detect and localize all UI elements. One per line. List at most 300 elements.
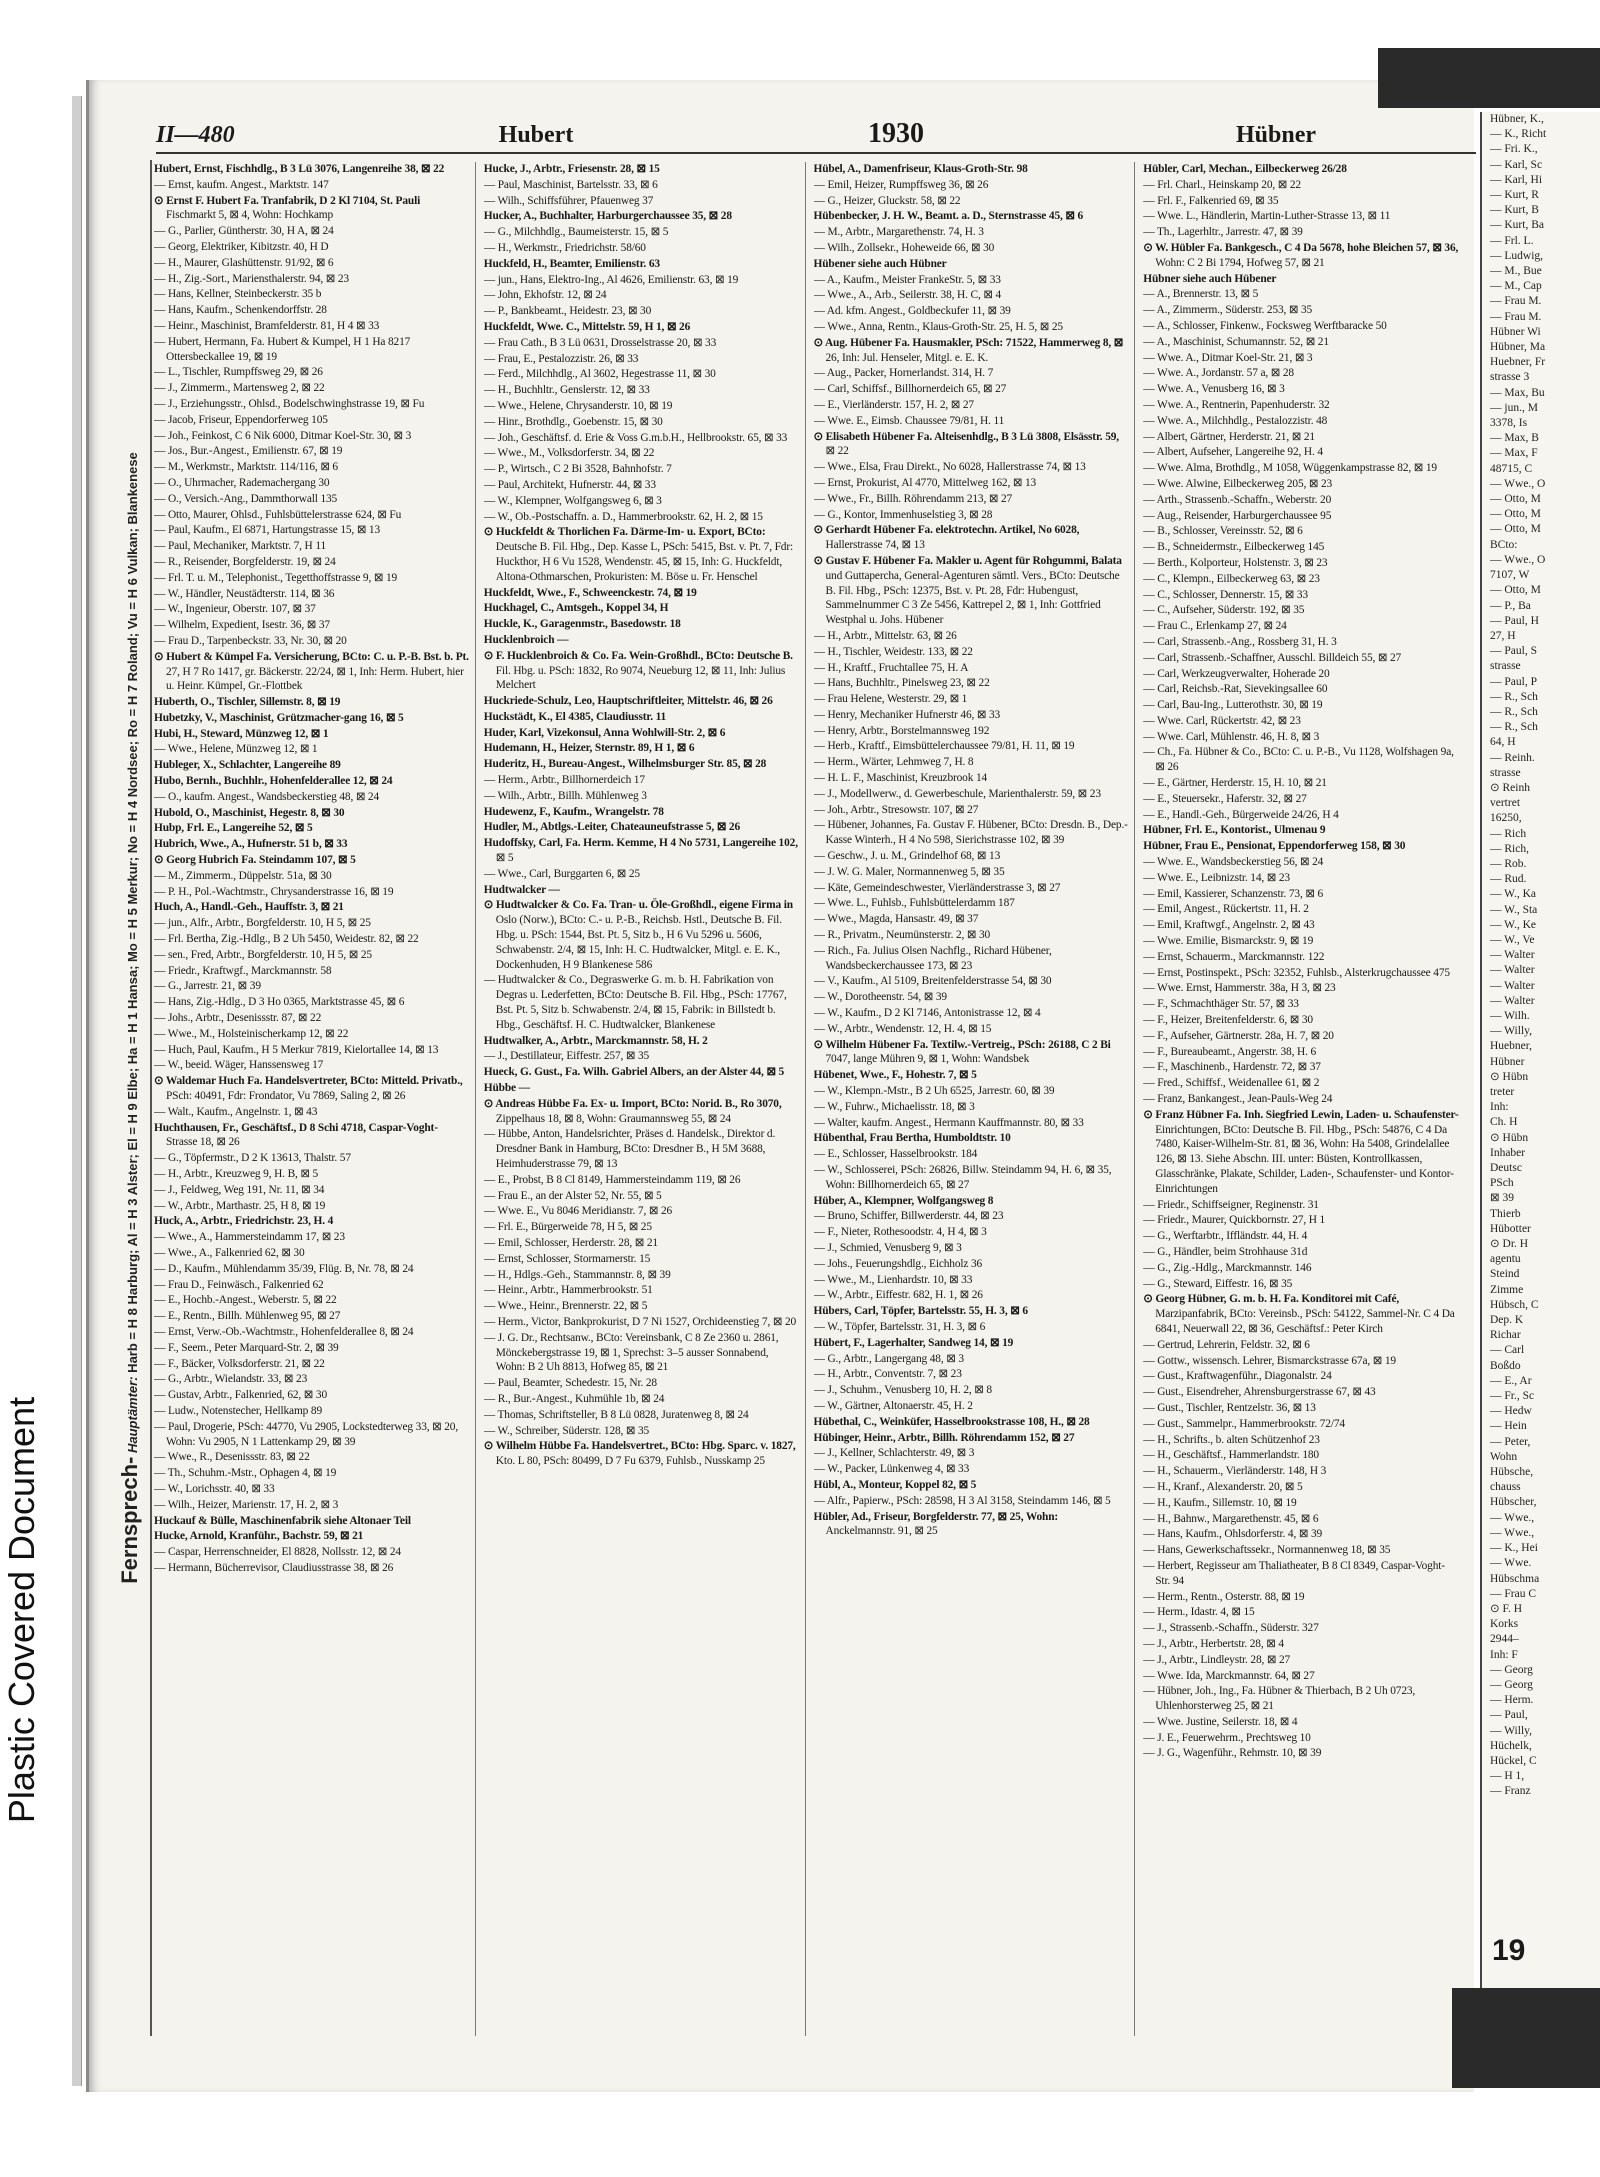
directory-entry: — W., Gärtner, Altonaerstr. 45, H. 2	[813, 1399, 973, 1412]
directory-entry: Hübner siehe auch Hübener	[1143, 272, 1277, 285]
directory-entry: — Frau Helene, Westerstr. 29, ⊠ 1	[813, 693, 968, 706]
directory-entry: — W., Händler, Neustädterstr. 114, ⊠ 36	[154, 587, 335, 600]
directory-entry: — Emil, Angest., Rückertstr. 11, H. 2	[1143, 903, 1309, 916]
directory-entry: — J., Destillateur, Eiffestr. 257, ⊠ 35	[483, 1050, 650, 1063]
directory-entry: — G., Steward, Eiffestr. 16, ⊠ 35	[1143, 1277, 1293, 1290]
directory-entry: — Gust., Sammelpr., Hammerbrookstr. 72/74	[1143, 1417, 1345, 1430]
next-page-line: — M., Cap	[1490, 280, 1542, 293]
directory-entry: Hübethal, C., Weinküfer, Hasselbrookstrasse 108, H., ⊠ 28	[813, 1415, 1090, 1428]
next-page-line: Hübschma	[1490, 1572, 1540, 1585]
next-page-line: ⊙ Hübn	[1490, 1131, 1529, 1144]
directory-entry: — Paul, Drogerie, PSch: 44770, Vu 2905, Lockstedterweg 33, ⊠ 20, Wohn: Vu 2905, N 1 Lattenkamp 29, ⊠ 39	[154, 1420, 459, 1448]
directory-entry: — Ferd., Milchhdlg., Al 3602, Hegestrasse 11, ⊠ 30	[483, 368, 716, 381]
directory-entry: Hudtwalcker —	[483, 883, 560, 896]
directory-entry: — E., Gärtner, Herderstr. 15, H. 10, ⊠ 21	[1143, 777, 1327, 790]
directory-entry: — W., Kaufm., D 2 Kl 7146, Antonistrasse 12, ⊠ 4	[813, 1007, 1041, 1020]
next-page-number: 19	[1492, 1934, 1526, 1967]
next-page-line: — Willy,	[1490, 1724, 1533, 1737]
next-page-line: Hübscher,	[1490, 1496, 1537, 1509]
directory-entry: Hübner, Frau E., Pensionat, Eppendorferweg 158, ⊠ 30	[1143, 840, 1406, 853]
directory-entry: — W., Ingenieur, Oberstr. 107, ⊠ 37	[154, 603, 316, 616]
next-page-line: Deutsc	[1490, 1162, 1522, 1175]
directory-entry: — A., Kaufm., Meister FrankeStr. 5, ⊠ 33	[813, 273, 1001, 286]
next-page-line: — Paul, S	[1490, 645, 1537, 658]
next-page-line: 2944–	[1490, 1633, 1519, 1646]
directory-entry: — Wwe., Elsa, Frau Direkt., No 6028, Hallerstrasse 74, ⊠ 13	[813, 461, 1086, 474]
directory-entry: — Wwe., A., Hammersteindamm 17, ⊠ 23	[154, 1231, 345, 1244]
directory-entry: — Hans, Kellner, Steinbeckerstr. 35 b	[154, 288, 322, 301]
directory-entry: — Carl, Schiffsf., Billhornerdeich 65, ⊠ 27	[813, 383, 1007, 396]
directory-columns	[154, 162, 1464, 2036]
directory-entry: — Alfr., Papierw., PSch: 28598, H 3 Al 3158, Steindamm 146, ⊠ 5	[813, 1494, 1111, 1507]
directory-entry: — H. L. F., Maschinist, Kreuzbrook 14	[813, 772, 988, 785]
directory-entry: — Ernst, kaufm. Angest., Marktstr. 147	[154, 178, 329, 191]
page-edge	[72, 96, 82, 2086]
next-page-line: — W., Sta	[1490, 903, 1538, 916]
next-page-line: Hübner, Ma	[1490, 341, 1546, 354]
directory-entry: — H., Arbtr., Conventstr. 7, ⊠ 23	[813, 1368, 962, 1381]
directory-entry: — Friedr., Schiffseigner, Reginenstr. 31	[1143, 1198, 1319, 1211]
directory-entry: — Frau D., Feinwäsch., Falkenried 62	[154, 1278, 324, 1291]
next-page-line: — Rich	[1490, 827, 1527, 840]
next-page-line: Inhaber	[1490, 1146, 1526, 1159]
directory-entry: Huderitz, H., Bureau-Angest., Wilhelmsburger Str. 85, ⊠ 28	[483, 758, 767, 771]
directory-entry: — W., beeid. Wäger, Hanssensweg 17	[154, 1059, 324, 1072]
next-page-line: Inh: F	[1490, 1648, 1518, 1661]
directory-entry: — J., Kellner, Schlachterstr. 49, ⊠ 3	[813, 1447, 975, 1460]
next-page-line: Inh:	[1490, 1101, 1509, 1114]
next-page-line: Ch. H	[1490, 1116, 1518, 1129]
directory-entry: — J. G. Dr., Rechtsanw., BCto: Vereinsbank, C 8 Ze 2360 u. 2861, Mönckebergstrasse 19, ⊠ 1, Sprechst: 3–5 ausser Sonnabend, Wohn: B 2 Uh 8813, Hofweg 85, ⊠ 21	[483, 1331, 779, 1374]
directory-entry: — Hinr., Brothdlg., Goebenstr. 15, ⊠ 30	[483, 415, 663, 428]
directory-entry: — Paul, Mechaniker, Marktstr. 7, H 11	[154, 540, 326, 553]
directory-entry: — J., Schmied, Venusberg 9, ⊠ 3	[813, 1241, 962, 1254]
directory-entry: — Wwe. A., Rentnerin, Papenhuderstr. 32	[1143, 398, 1330, 411]
next-page-line: Richar	[1490, 1329, 1521, 1342]
next-page-line: — Wwe., O	[1490, 477, 1546, 490]
next-page-line: — Georg	[1490, 1663, 1533, 1676]
directory-entry: — H., Maurer, Glashüttenstr. 91/92, ⊠ 6	[154, 256, 334, 269]
next-page-line: — Hein	[1490, 1420, 1527, 1433]
directory-entry: — Paul, Architekt, Hufnerstr. 44, ⊠ 33	[483, 478, 656, 491]
next-page-line: — Herm.	[1490, 1694, 1534, 1707]
next-page-line: 16250,	[1490, 812, 1522, 825]
directory-entry: — Ernst, Postinspekt., PSch: 32352, Fuhlsb., Alsterkrugchaussee 475	[1143, 966, 1450, 979]
left-rule	[150, 160, 152, 2036]
next-page-line: 3378, Is	[1490, 417, 1528, 430]
directory-entry: — Wwe. A., Ditmar Koel-Str. 21, ⊠ 3	[1143, 351, 1313, 364]
directory-entry: — Frl. Bertha, Zig.-Hdlg., B 2 Uh 5450, Weidestr. 82, ⊠ 22	[154, 933, 419, 946]
directory-entry: — Emil, Heizer, Rumpffsweg 36, ⊠ 26	[813, 178, 989, 191]
directory-entry: — Paul, Maschinist, Bartelsstr. 33, ⊠ 6	[483, 178, 658, 191]
directory-entry: — Ernst, Prokurist, Al 4770, Mittelweg 162, ⊠ 13	[813, 476, 1037, 489]
directory-entry: — Wwe., M., Volksdorferstr. 34, ⊠ 22	[483, 447, 655, 460]
next-page-line: — Kurt, R	[1490, 189, 1539, 202]
directory-entry: — P., Wirtsch., C 2 Bi 3528, Bahnhofstr. 7	[483, 463, 672, 476]
directory-entry: — O., kaufm. Angest., Wandsbeckerstieg 48, ⊠ 24	[154, 790, 380, 803]
next-page-line: — Hedw	[1490, 1405, 1532, 1418]
next-page-line: — jun., M	[1490, 401, 1538, 414]
directory-entry: — Wwe., A., Arb., Seilerstr. 38, H. C, ⊠ 4	[813, 289, 1001, 302]
next-page-line: treter	[1490, 1086, 1515, 1098]
directory-entry: Huberth, O., Tischler, Sillemstr. 8, ⊠ 19	[154, 696, 341, 709]
next-page-line: — Paul, P	[1490, 675, 1537, 688]
next-page-line: — Ludwig,	[1490, 249, 1544, 262]
next-page-line: — Wwe., O	[1490, 553, 1546, 566]
directory-entry: Hübl, A., Monteur, Koppel 82, ⊠ 5	[813, 1478, 977, 1491]
next-page-line: — E., Ar	[1490, 1374, 1532, 1387]
directory-entry: — F., Heizer, Breitenfelderstr. 6, ⊠ 30	[1143, 1014, 1313, 1027]
directory-entry: — Ernst, Verw.-Ob.-Wachtmstr., Hohenfelderallee 8, ⊠ 24	[154, 1325, 414, 1338]
directory-entry: — Hans, Zig.-Hdlg., D 3 Ho 0365, Marktstrasse 45, ⊠ 6	[154, 996, 405, 1009]
next-page-line: — Walter	[1490, 994, 1535, 1007]
next-page-line: — Willy,	[1490, 1025, 1533, 1038]
directory-entry: — Wilh., Heizer, Marienstr. 17, H. 2, ⊠ 3	[154, 1498, 339, 1511]
next-page-line: — R., Sch	[1490, 690, 1538, 703]
directory-entry: — W., Arbtr., Eiffestr. 682, H. 1, ⊠ 26	[813, 1289, 983, 1302]
directory-entry: — Hans, Kaufm., Ohlsdorferstr. 4, ⊠ 39	[1143, 1528, 1323, 1541]
directory-entry: — Hubert, Hermann, Fa. Hubert & Kumpel, H 1 Ha 8217 Ottersbeckallee 19, ⊠ 19	[154, 335, 411, 363]
directory-entry: — A., Maschinist, Schumannstr. 52, ⊠ 21	[1143, 335, 1329, 348]
directory-entry: — E., Hochb.-Angest., Weberstr. 5, ⊠ 22	[154, 1294, 337, 1307]
directory-entry: — G., Milchhdlg., Baumeisterstr. 15, ⊠ 5	[483, 226, 669, 239]
next-page-line: Boßdo	[1490, 1359, 1521, 1372]
next-page-line: Korks	[1490, 1618, 1519, 1631]
directory-entry: Hübler, Carl, Mechan., Eilbeckerweg 26/28	[1143, 163, 1347, 175]
directory-entry: — G., Jarrestr. 21, ⊠ 39	[154, 980, 261, 993]
directory-entry: — Heinr., Maschinist, Bramfelderstr. 81, H 4 ⊠ 33	[154, 319, 380, 332]
next-page-line: Hübsch, C	[1490, 1298, 1539, 1311]
next-page-line: — Franz	[1490, 1785, 1531, 1798]
directory-entry: — Gottw., wissensch. Lehrer, Bismarckstrasse 67a, ⊠ 19	[1143, 1354, 1396, 1367]
directory-entry: — John, Ekhofstr. 12, ⊠ 24	[483, 289, 607, 302]
telephone-exchange-legend	[112, 342, 148, 1694]
next-page-line: — Walter	[1490, 979, 1535, 992]
next-page-line: — Peter,	[1490, 1435, 1531, 1448]
directory-entry: Hucklenbroich —	[483, 633, 569, 646]
directory-entry: — Wwe. E., Wandsbeckerstieg 56, ⊠ 24	[1143, 856, 1324, 869]
directory-entry: Huckauf & Bülle, Maschinenfabrik siehe Altonaer Teil	[154, 1514, 411, 1527]
directory-entry: — H., Buchhltr., Genslerstr. 12, ⊠ 33	[483, 384, 650, 397]
directory-entry: — C., Aufseher, Süderstr. 192, ⊠ 35	[1143, 604, 1305, 617]
directory-entry: — H., Kraftf., Fruchtallee 75, H. A	[813, 661, 969, 674]
directory-entry: — Wwe. Carl, Rückertstr. 42, ⊠ 23	[1143, 714, 1301, 727]
page-content	[86, 80, 1474, 2092]
directory-entry: — Hudtwalcker & Co., Degraswerke G. m. b. H. Fabrikation von Degras u. Lederfetten, BCto: Deutsche B. Fil. Hbg., PSch: 17767, Bst. Pt. 5, Sitz b. Schwabenstr. 2/4, ⊠ 15, Fabrik: in Billstedt b. Hbg., Geschäftsf. H. C. Hudtwalcker, Blankenese	[483, 974, 787, 1031]
directory-entry: — Emil, Kassierer, Schanzenstr. 73, ⊠ 6	[1143, 887, 1324, 900]
directory-entry: — Wilh., Arbtr., Billh. Mühlenweg 3	[483, 789, 647, 802]
next-page-line: BCto:	[1490, 538, 1518, 551]
directory-entry: — jun., Alfr., Arbtr., Borgfelderstr. 10, H 5, ⊠ 25	[154, 917, 371, 930]
directory-entry: — Wwe. Emilie, Bismarckstr. 9, ⊠ 19	[1143, 935, 1314, 948]
directory-entry: Hueck, G. Gust., Fa. Wilh. Gabriel Albers, an der Alster 44, ⊠ 5	[483, 1066, 785, 1079]
directory-entry: Hübbe —	[483, 1082, 530, 1095]
next-page-line: — Wilh.	[1490, 1009, 1530, 1022]
directory-entry: — Wwe., A., Falkenried 62, ⊠ 30	[154, 1246, 305, 1259]
directory-entry: ⊙ Huckfeldt & Thorlichen Fa. Därme-Im- u. Export, BCto: Deutsche B. Fil. Hbg., Dep. Kasse L, PSch: 5415, Bst. v. Pt. 7, Fdr: Huckthor, H 6 Vu 1528, Wendenstr. 45, ⊠ 15, Inh: G. Huckfeldt, Altona-Othmarschen, Prokuristen: M. Böse u. Fr. Henschel	[483, 526, 793, 583]
directory-entry: — G., Werftarbtr., Iffländstr. 44, H. 4	[1143, 1230, 1308, 1243]
directory-entry: Hudoffsky, Carl, Fa. Herm. Kemme, H 4 No 5731, Langereihe 102, ⊠ 5	[483, 837, 798, 865]
directory-entry: — R., Privatm., Neumünsterstr. 2, ⊠ 30	[813, 929, 991, 942]
directory-entry: — W., Packer, Lünkenweg 4, ⊠ 33	[813, 1463, 970, 1476]
directory-entry: ⊙ F. Hucklenbroich & Co. Fa. Wein-Großhdl., BCto: Deutsche B. Fil. Hbg. u. PSch: 1832, Ro 9074, Neueburg 12, ⊠ 11, Inh: Julius Melchert	[483, 649, 793, 692]
directory-entry: — Th., Lagerhltr., Jarrestr. 47, ⊠ 39	[1143, 226, 1303, 239]
directory-entry: — Carl, Strassenb.-Ang., Rossberg 31, H. 3	[1143, 635, 1337, 648]
next-page-line: — Paul, H	[1490, 614, 1539, 627]
directory-entry: — Frau, E., Pestalozzistr. 26, ⊠ 33	[483, 352, 639, 365]
next-page-line: strasse	[1490, 766, 1521, 779]
directory-entry: — G., Arbtr., Langergang 48, ⊠ 3	[813, 1352, 964, 1365]
directory-entry: Huckstädt, K., El 4385, Claudiusstr. 11	[483, 710, 667, 723]
directory-entry: — Hans, Buchhltr., Pinelsweg 23, ⊠ 22	[813, 677, 990, 690]
directory-entry: — G., Parlier, Güntherstr. 30, H A, ⊠ 24	[154, 225, 334, 238]
directory-entry: — M., Zimmerm., Düppelstr. 51a, ⊠ 30	[154, 869, 332, 882]
directory-entry: — Georg, Elektriker, Kibitzstr. 40, H D	[154, 240, 329, 253]
next-page-line: Steind	[1490, 1268, 1520, 1281]
directory-entry: — J., Erziehungsstr., Ohlsd., Bodelschwinghstrasse 19, ⊠ Fu	[154, 397, 425, 410]
directory-entry: — J., Zimmerm., Martensweg 2, ⊠ 22	[154, 382, 325, 395]
directory-entry: — H., Zig.-Sort., Mariensthalerstr. 94, ⊠ 23	[154, 272, 349, 285]
directory-entry: — Carl, Reichsb.-Rat, Sievekingsallee 60	[1143, 683, 1328, 696]
directory-entry: — Albert, Aufseher, Langereihe 92, H. 4	[1143, 446, 1323, 459]
directory-entry: — Frau C., Erlenkamp 27, ⊠ 24	[1143, 620, 1287, 633]
directory-entry: — Wilhelm, Expedient, Isestr. 36, ⊠ 37	[154, 619, 330, 632]
directory-entry: — A., Zimmerm., Süderstr. 253, ⊠ 35	[1143, 304, 1313, 317]
directory-entry: Hubold, O., Maschinist, Hegestr. 8, ⊠ 30	[154, 806, 345, 819]
directory-entry: — J. W. G. Maler, Normannenweg 5, ⊠ 35	[813, 865, 1005, 878]
directory-entry: — Herb., Kraftf., Eimsbüttelerchaussee 79/81, H. 11, ⊠ 19	[813, 740, 1075, 753]
directory-entry: ⊙ W. Hübler Fa. Bankgesch., C 4 Da 5678, hohe Bleichen 57, ⊠ 36, Wohn: C 2 Bi 1794, Hofweg 57, ⊠ 21	[1143, 241, 1459, 269]
directory-entry: — Joh., Arbtr., Stresowstr. 107, ⊠ 27	[813, 803, 979, 816]
directory-entry: — E., Probst, B 8 Cl 8149, Hammersteindamm 119, ⊠ 26	[483, 1173, 741, 1186]
directory-entry: — G., Arbtr., Wielandstr. 33, ⊠ 23	[154, 1373, 308, 1386]
next-page-line: — W., Ka	[1490, 888, 1536, 901]
next-page-line: — Max, B	[1490, 432, 1539, 445]
directory-entry: Hubo, Bernh., Buchhlr., Hohenfelderallee 12, ⊠ 24	[154, 775, 393, 788]
next-page-line: Hüchelk,	[1490, 1739, 1532, 1752]
next-page-line: — Georg	[1490, 1678, 1533, 1691]
directory-entry: — Ludw., Notenstecher, Hellkamp 89	[154, 1404, 323, 1417]
directory-entry: — Wwe. Alma, Brothdlg., M 1058, Wüggenkampstrasse 82, ⊠ 19	[1143, 462, 1437, 475]
directory-entry: ⊙ Ernst F. Hubert Fa. Tranfabrik, D 2 Kl 7104, St. Pauli Fischmarkt 5, ⊠ 4, Wohn: Hochkamp	[154, 194, 421, 222]
directory-entry: Hübert, F., Lagerhalter, Sandweg 14, ⊠ 19	[813, 1336, 1014, 1349]
directory-entry: — P., Bankbeamt., Heidestr. 23, ⊠ 30	[483, 305, 652, 318]
directory-entry: — Frl. T. u. M., Telephonist., Tegetthoffstrasse 9, ⊠ 19	[154, 571, 398, 584]
directory-entry: — V., Kaufm., Al 5109, Breitenfelderstrasse 54, ⊠ 30	[813, 975, 1052, 988]
directory-entry: — H., Schauerm., Vierländerstr. 148, H 3	[1143, 1465, 1327, 1478]
directory-entry: — F., Bäcker, Volksdorferstr. 21, ⊠ 22	[154, 1357, 325, 1370]
next-page-line: Wohn	[1490, 1450, 1518, 1463]
directory-entry: ⊙ Andreas Hübbe Fa. Ex- u. Import, BCto: Norid. B., Ro 3070, Zippelhaus 18, ⊠ 8, Wohn: Graumannsweg 55, ⊠ 24	[483, 1097, 782, 1125]
directory-entry: — W., Arbtr., Wendenstr. 12, H. 4, ⊠ 15	[813, 1022, 992, 1035]
directory-entry: — Joh., Geschäftsf. d. Erie & Voss G.m.b.H., Hellbrookstr. 65, ⊠ 33	[483, 431, 788, 444]
directory-entry: — J., Feldweg, Weg 191, Nr. 11, ⊠ 34	[154, 1183, 325, 1196]
directory-entry: — Wwe. A., Milchhdlg., Pestalozzistr. 48	[1143, 414, 1328, 427]
next-page-line: — P., Ba	[1490, 599, 1531, 612]
next-page-line: Zimme	[1490, 1283, 1524, 1296]
directory-entry: — Frl. E., Bürgerweide 78, H 5, ⊠ 25	[483, 1221, 652, 1234]
directory-entry: — Wwe. E., Eimsb. Chaussee 79/81, H. 11	[813, 414, 1005, 427]
directory-entry: — Wwe. E., Leibnizstr. 14, ⊠ 23	[1143, 871, 1290, 884]
next-page-line: Huebner, Fr	[1490, 356, 1546, 369]
next-page-line: — Rud.	[1490, 873, 1527, 886]
directory-entry: — Gust., Eisendreher, Ahrensburgerstrasse 67, ⊠ 43	[1143, 1386, 1376, 1399]
next-page-line: — Fri. K.,	[1490, 143, 1538, 156]
directory-entry: — E., Vierländerstr. 157, H. 2, ⊠ 27	[813, 398, 974, 411]
directory-entry: Hübenbecker, J. H. W., Beamt. a. D., Sternstrasse 45, ⊠ 6	[813, 210, 1084, 223]
next-page-line: ⊙ F. H	[1490, 1602, 1523, 1615]
directory-entry: — Otto, Maurer, Ohlsd., Fuhlsbüttelerstrasse 624, ⊠ Fu	[154, 508, 402, 521]
directory-entry: — G., Händler, beim Strohhause 31d	[1143, 1245, 1308, 1258]
next-page-line: Hückel, C	[1490, 1754, 1537, 1767]
directory-entry: — Wwe., M., Holsteinischerkamp 12, ⊠ 22	[154, 1027, 349, 1040]
directory-entry: — Heinr., Arbtr., Hammerbrookstr. 51	[483, 1284, 653, 1297]
directory-entry: ⊙ Gerhardt Hübener Fa. elektrotechn. Artikel, No 6028, Hallerstrasse 74, ⊠ 13	[813, 524, 1080, 552]
page-number: II—480	[156, 122, 235, 148]
directory-entry: — Wwe. A., Venusberg 16, ⊠ 3	[1143, 383, 1285, 396]
directory-entry: ⊙ Aug. Hübener Fa. Hausmakler, PSch: 71522, Hammerweg 8, ⊠ 26, Inh: Jul. Henseler, Mitgl. e. E. K.	[813, 336, 1124, 364]
next-page-line: — Frl. L.	[1490, 234, 1534, 247]
directory-column-1	[154, 162, 476, 2036]
directory-entry: — W., Dorotheenstr. 54, ⊠ 39	[813, 991, 947, 1004]
next-page-line: chauss	[1490, 1481, 1521, 1494]
next-page-line: ⊙ Reinh	[1490, 781, 1530, 794]
directory-entry: — Käte, Gemeindeschwester, Vierländerstrasse 3, ⊠ 27	[813, 881, 1061, 894]
directory-entry: Hucker, A., Buchhalter, Harburgerchaussee 35, ⊠ 28	[483, 210, 732, 223]
next-page-line: — K., Richt	[1490, 128, 1547, 141]
directory-entry: — W., Arbtr., Marthastr. 25, H 8, ⊠ 19	[154, 1199, 326, 1212]
next-page-line: 48715, C	[1490, 462, 1533, 475]
directory-entry: — Albert, Gärtner, Herderstr. 21, ⊠ 21	[1143, 430, 1315, 443]
directory-entry: — Herm., Idastr. 4, ⊠ 15	[1143, 1606, 1255, 1619]
next-page-line: — Kurt, B	[1490, 204, 1539, 217]
next-page-line: — Otto, M	[1490, 508, 1541, 521]
directory-entry: Hubleger, X., Schlachter, Langereihe 89	[154, 759, 341, 772]
next-page-line: Hübner	[1490, 1055, 1525, 1068]
directory-entry: — Wilh., Schiffsführer, Pfauenweg 37	[483, 194, 654, 207]
directory-entry: Huckriede-Schulz, Leo, Hauptschriftleiter, Mittelstr. 46, ⊠ 26	[483, 695, 773, 708]
directory-entry: — Wwe., Magda, Hansastr. 49, ⊠ 37	[813, 913, 979, 926]
next-page-line: — Max, Bu	[1490, 386, 1545, 399]
directory-entry: Hübler, Ad., Friseur, Borgfelderstr. 77, ⊠ 25, Wohn: Anckelmannstr. 91, ⊠ 25	[813, 1510, 1059, 1538]
directory-entry: Hübers, Carl, Töpfer, Bartelsstr. 55, H. 3, ⊠ 6	[813, 1305, 1028, 1318]
directory-entry: — H., Geschäftsf., Hammerlandstr. 180	[1143, 1449, 1319, 1462]
directory-entry: — F., Maschinenb., Hardenstr. 72, ⊠ 37	[1143, 1061, 1321, 1074]
directory-entry: — Caspar, Herrenschneider, El 8828, Nollsstr. 12, ⊠ 24	[154, 1546, 401, 1559]
next-page-line: — Fr., Sc	[1490, 1390, 1535, 1403]
directory-entry: — Johs., Arbtr., Desenissstr. 87, ⊠ 22	[154, 1012, 322, 1025]
directory-entry: — H., Kaufm., Sillemstr. 10, ⊠ 19	[1143, 1496, 1297, 1509]
directory-entry: ⊙ Wilhelm Hübbe Fa. Handelsvertret., BCto: Hbg. Sparc. v. 1827, Kto. L 80, PSch: 80499, D 7 Fu 6379, Fuhlsb., Nusskamp 25	[483, 1440, 796, 1468]
directory-column-4	[1143, 162, 1464, 2036]
directory-entry: — Hans, Gewerkschaftssekr., Normannenweg 18, ⊠ 35	[1143, 1544, 1391, 1557]
directory-entry: — Johs., Feuerungshdlg., Eichholz 36	[813, 1257, 983, 1270]
next-page-line: PSch	[1490, 1177, 1514, 1190]
directory-entry: — Frl. F., Falkenried 69, ⊠ 35	[1143, 194, 1279, 207]
directory-entry: Hubetzky, V., Maschinist, Grützmacher-gang 16, ⊠ 5	[154, 711, 404, 724]
directory-entry: Hübinger, Heinr., Arbtr., Billh. Röhrendamm 152, ⊠ 27	[813, 1431, 1075, 1444]
directory-entry: — F., Bureaubeamt., Angerstr. 38, H. 6	[1143, 1045, 1317, 1058]
directory-entry: — B., Schlosser, Vereinsstr. 52, ⊠ 6	[1143, 525, 1303, 538]
directory-entry: — E., Steuersekr., Haferstr. 32, ⊠ 27	[1143, 792, 1307, 805]
directory-entry: — Hans, Kaufm., Schenkendorffstr. 28	[154, 304, 327, 317]
side-label-text: Plastic Covered Document	[1, 1396, 42, 1824]
next-page-line: — Wwe.,	[1490, 1511, 1535, 1524]
next-page-line: — Otto, M	[1490, 584, 1541, 597]
directory-entry: ⊙ Gustav F. Hübener Fa. Makler u. Agent für Rohgummi, Balata und Guttapercha, General-Agenturen sämtl. Vers., BCto: Deutsche B. Fil. Hbg., PSch: 12375, Bst. v. Pt. 28, Fdr: Hubengust, Sammelnummer C 3 Ze 5456, Kattrepel 2, ⊠ 1, Inh: Gottfried Westphal u. Johs. Hübener	[813, 554, 1122, 627]
directory-entry: — J., Arbtr., Lindleystr. 28, ⊠ 27	[1143, 1653, 1291, 1666]
next-page-line: — Max, F	[1490, 447, 1538, 460]
directory-entry: Hübner, Frl. E., Kontorist., Ulmenau 9	[1143, 824, 1326, 837]
directory-entry: — E., Rentn., Billh. Mühlenweg 95, ⊠ 27	[154, 1310, 341, 1323]
next-page-line: — Karl, Sc	[1490, 158, 1543, 171]
directory-entry: Hucke, Arnold, Kranführ., Bachstr. 59, ⊠ 21	[154, 1530, 364, 1543]
header-left-name: Hubert	[498, 122, 574, 148]
directory-entry: — W., Klempner, Wolfgangsweg 6, ⊠ 3	[483, 494, 662, 507]
directory-entry: — H., Kranf., Alexanderstr. 20, ⊠ 5	[1143, 1480, 1303, 1493]
directory-entry: — Herbert, Regisseur am Thaliatheater, B 8 Cl 8349, Caspar-Voght-Str. 94	[1143, 1559, 1445, 1587]
directory-entry: — A., Brennerstr. 13, ⊠ 5	[1143, 288, 1259, 301]
directory-entry: — Arth., Strassenb.-Schaffn., Weberstr. 20	[1143, 493, 1332, 506]
directory-entry: — W., Ob.-Postschaffn. a. D., Hammerbrookstr. 62, H. 2, ⊠ 15	[483, 510, 763, 523]
directory-entry: — H., Schrifts., b. alten Schützenhof 23	[1143, 1433, 1320, 1446]
directory-entry: — Frau D., Tarpenbeckstr. 33, Nr. 30, ⊠ 20	[154, 634, 347, 647]
directory-entry: — Joh., Feinkost, C 6 Nik 6000, Ditmar Koel-Str. 30, ⊠ 3	[154, 429, 412, 442]
directory-entry: — Bruno, Schiffer, Billwerderstr. 44, ⊠ 23	[813, 1210, 1004, 1223]
directory-entry: — Wwe., M., Lienhardstr. 10, ⊠ 33	[813, 1273, 973, 1286]
directory-entry: — W., Klempn.-Mstr., B 2 Uh 6525, Jarrestr. 60, ⊠ 39	[813, 1085, 1055, 1098]
directory-entry: — Wwe., Heinr., Brennerstr. 22, ⊠ 5	[483, 1300, 648, 1313]
directory-entry: ⊙ Hubert & Kümpel Fa. Versicherung, BCto: C. u. P.-B. Bst. b. Pt. 27, H 7 Ro 1417, gr. Bäckerstr. 22/24, ⊠ 1, Inh: Herm. Hubert, hier u. Heinr. Kümpel, Gr.-Flottbek	[154, 650, 469, 693]
directory-entry: Hudtwalker, A., Arbtr., Marckmannstr. 58, H. 2	[483, 1034, 708, 1047]
directory-entry: — C., Schlosser, Dennerstr. 15, ⊠ 33	[1143, 588, 1308, 601]
directory-entry: Hüber, A., Klempner, Wolfgangsweg 8	[813, 1194, 994, 1207]
directory-entry: — Wwe., Anna, Rentn., Klaus-Groth-Str. 25, H. 5, ⊠ 25	[813, 320, 1063, 333]
directory-entry: — Friedr., Maurer, Quickbornstr. 27, H 1	[1143, 1214, 1326, 1227]
next-page-line: — Karl, Hi	[1490, 173, 1543, 186]
scan-shadow-bottom	[1452, 1988, 1600, 2088]
directory-entry: — Hübner, Joh., Ing., Fa. Hübner & Thierbach, B 2 Uh 0723, Uhlenhorsterweg 25, ⊠ 21	[1143, 1685, 1416, 1713]
directory-entry: — F., Aufseher, Gärtnerstr. 28a, H. 7, ⊠ 20	[1143, 1029, 1334, 1042]
directory-entry: — W., Lorichsstr. 40, ⊠ 33	[154, 1482, 275, 1495]
directory-entry: — Wwe. Ernst, Hammerstr. 38a, H 3, ⊠ 23	[1143, 982, 1336, 995]
directory-entry: — Gertrud, Lehrerin, Feldstr. 32, ⊠ 6	[1143, 1338, 1310, 1351]
directory-entry: — Wwe. Alwine, Eilbeckerweg 205, ⊠ 23	[1143, 477, 1333, 490]
next-page-line: — Rob.	[1490, 857, 1527, 870]
directory-entry: — F., Schmachthäger Str. 57, ⊠ 33	[1143, 998, 1299, 1011]
directory-entry: — Emil, Schlosser, Herderstr. 28, ⊠ 21	[483, 1236, 658, 1249]
directory-entry: — A., Schlosser, Finkenw., Focksweg Werftbaracke 50	[1143, 319, 1387, 332]
directory-entry: — Hübbe, Anton, Handelsrichter, Präses d. Handelsk., Direktor d. Dresdner Bank in Hamburg, BCto: Dresdner B., H 5M 3688, Heimhuderstrasse 79, ⊠ 13	[483, 1128, 776, 1170]
directory-entry: — Hermann, Bücherrevisor, Claudiusstrasse 38, ⊠ 26	[154, 1561, 394, 1574]
directory-entry: — Gust., Tischler, Rentzelstr. 36, ⊠ 13	[1143, 1401, 1316, 1414]
directory-entry: ⊙ Elisabeth Hübener Fa. Alteisenhdlg., B 3 Lü 3808, Elsässtr. 59, ⊠ 22	[813, 430, 1119, 458]
legend-subtitle: Hauptämter:	[125, 1376, 140, 1454]
directory-entry: — Walt., Kaufm., Angelnstr. 1, ⊠ 43	[154, 1105, 318, 1118]
directory-entry: — Wwe. L., Fuhlsb., Fuhlsbüttelerdamm 187	[813, 897, 1015, 910]
directory-entry: — Wwe. A., Jordanstr. 57 a, ⊠ 28	[1143, 367, 1294, 380]
directory-entry: — Wwe., Carl, Burggarten 6, ⊠ 25	[483, 867, 640, 880]
directory-entry: — M., Werkmstr., Marktstr. 114/116, ⊠ 6	[154, 461, 338, 474]
directory-entry: — Paul, Kaufm., El 6871, Hartungstrasse 15, ⊠ 13	[154, 524, 381, 537]
directory-entry: — J., Arbtr., Herbertstr. 28, ⊠ 4	[1143, 1637, 1284, 1650]
directory-entry: — Herm., Arbtr., Billhornerdeich 17	[483, 774, 645, 787]
directory-entry: — Walter, kaufm. Angest., Hermann Kauffmannstr. 80, ⊠ 33	[813, 1116, 1084, 1129]
directory-entry: — H., Hdlgs.-Geh., Stammannstr. 8, ⊠ 39	[483, 1268, 671, 1281]
directory-entry: — H., Arbtr., Kreuzweg 9, H. B, ⊠ 5	[154, 1168, 319, 1180]
directory-entry: — G., Zig.-Hdlg., Marckmannstr. 146	[1143, 1261, 1312, 1274]
directory-entry: — H., Tischler, Weidestr. 133, ⊠ 22	[813, 645, 973, 658]
